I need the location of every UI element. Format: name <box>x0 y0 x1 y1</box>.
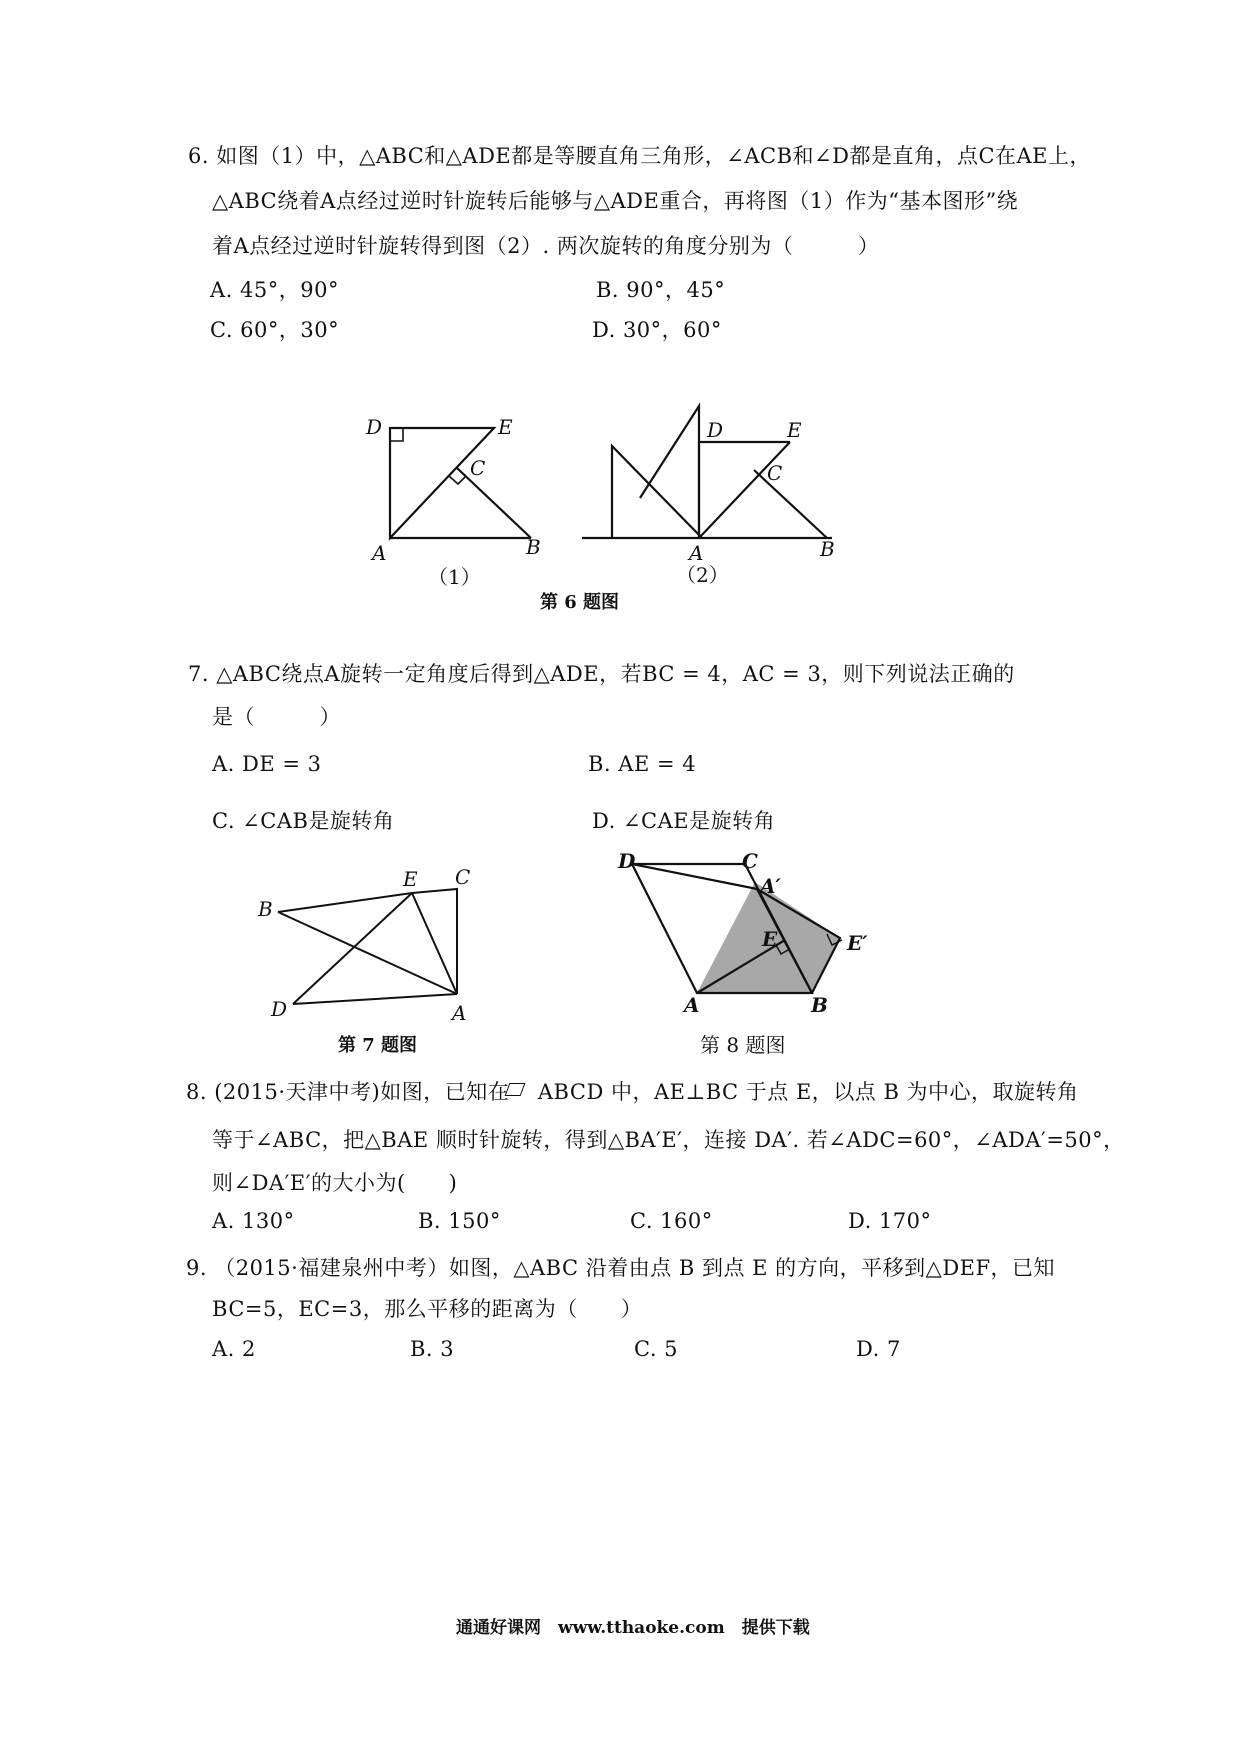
q7-option-d: D. ∠CAE是旋转角 <box>592 809 776 833</box>
q8-point-d: D <box>618 849 636 873</box>
q9-option-a: A. 2 <box>212 1337 256 1361</box>
q8-option-b: B. 150° <box>418 1209 501 1233</box>
q8-point-a1: A′ <box>760 874 781 898</box>
q6-option-c: C. 60°，30° <box>210 318 340 342</box>
q8-option-a: A. 130° <box>212 1209 295 1233</box>
page-footer: 通通好课网 www.tthaoke.com 提供下载 <box>456 1618 810 1638</box>
q6-fig2-label: （2） <box>676 563 729 587</box>
q9-option-b: B. 3 <box>410 1337 455 1361</box>
q6-fig1-label: （1） <box>428 565 481 589</box>
q6-caption: 第 6 题图 <box>540 592 620 613</box>
q7-point-c: C <box>455 865 471 889</box>
q8-option-c: C. 160° <box>630 1209 713 1233</box>
q8-line3: 则∠DA′E′的大小为( ) <box>212 1171 458 1195</box>
q8-point-a: A <box>684 993 700 1017</box>
q6-fig2-point-c: C <box>767 461 783 485</box>
q9-option-d: D. 7 <box>856 1337 901 1361</box>
q9-line1: 9. （2015·福建泉州中考）如图，△ABC 沿着由点 B 到点 E 的方向，平移到△DEF，已知 <box>186 1256 1056 1280</box>
q6-line1: 6. 如图（1）中，△ABC和△ADE都是等腰直角三角形，∠ACB和∠D都是直角，点C在AE上， <box>188 144 1092 168</box>
q9-line2: BC=5，EC=3，那么平移的距离为（ ） <box>212 1297 643 1321</box>
q6-fig2-point-b: B <box>820 537 835 561</box>
q7-option-a: A. DE = 3 <box>212 752 322 776</box>
q6-fig1-point-d: D <box>366 415 383 439</box>
q8-caption: 第 8 题图 <box>700 1033 786 1057</box>
q8-point-e: E <box>762 927 778 951</box>
q7-point-b: B <box>258 897 273 921</box>
q8-point-e1: E′ <box>847 931 868 955</box>
q7-line1: 7. △ABC绕点A旋转一定角度后得到△ADE，若BC = 4，AC = 3，则下列说法正确的 <box>188 662 1015 686</box>
q6-option-b: B. 90°，45° <box>596 278 726 302</box>
q6-fig2-point-e: E <box>787 418 802 442</box>
q8-option-d: D. 170° <box>848 1209 932 1233</box>
q8-point-b: B <box>811 993 828 1017</box>
q7-option-c: C. ∠CAB是旋转角 <box>212 809 395 833</box>
q6-fig2-point-d: D <box>707 418 724 442</box>
q6-fig1-point-e: E <box>498 415 513 439</box>
q6-fig1-point-b: B <box>526 535 541 559</box>
q6-fig1-point-c: C <box>470 456 486 480</box>
q7-point-e: E <box>403 867 418 891</box>
q8-point-c: C <box>742 849 758 873</box>
q7-caption: 第 7 题图 <box>338 1035 418 1056</box>
q8-line2: 等于∠ABC，把△BAE 顺时针旋转，得到△BA′E′，连接 DA′. 若∠ADC=60°，∠ADA′=50°， <box>212 1128 1125 1152</box>
q7-line2: 是（ ） <box>212 705 341 729</box>
q6-option-a: A. 45°，90° <box>210 278 339 302</box>
q8-line1: 8. (2015·天津中考)如图，已知在 ABCD 中，AE⊥BC 于点 E，以点 B 为中心，取旋转角 <box>186 1080 1079 1104</box>
q7-point-d: D <box>271 997 288 1021</box>
q7-point-a: A <box>452 1001 467 1025</box>
q6-line3: 着A点经过逆时针旋转得到图（2）. 两次旋转的角度分别为（ ） <box>212 234 880 258</box>
q6-line2: △ABC绕着A点经过逆时针旋转后能够与△ADE重合，再将图（1）作为“基本图形”绕 <box>212 189 1019 213</box>
q6-option-d: D. 30°，60° <box>592 318 722 342</box>
q6-fig2-point-a: A <box>689 541 704 565</box>
q6-fig1-point-a: A <box>372 541 387 565</box>
q9-option-c: C. 5 <box>634 1337 679 1361</box>
q7-option-b: B. AE = 4 <box>588 752 697 776</box>
